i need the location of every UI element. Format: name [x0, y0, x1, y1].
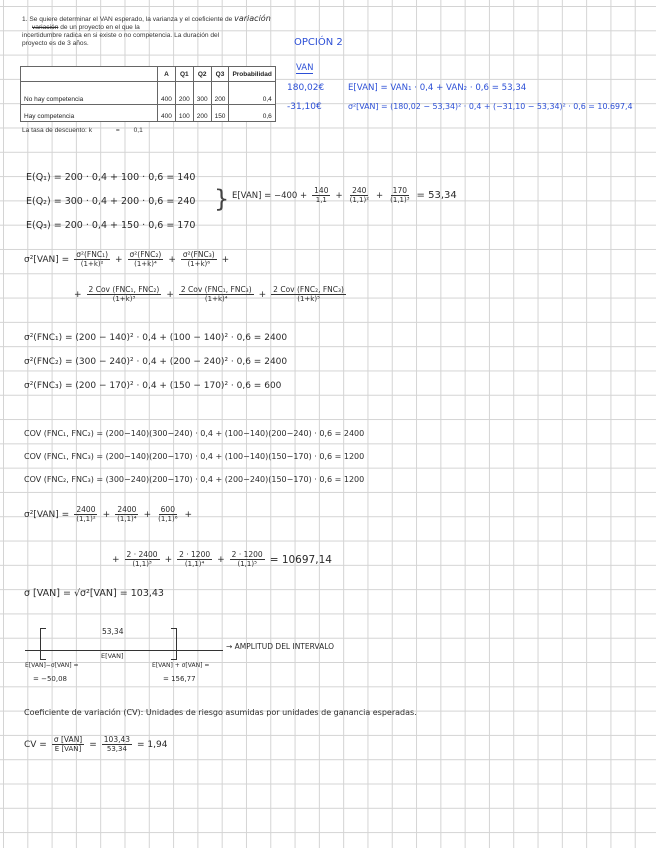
interval-center-label: E[VAN]	[101, 652, 124, 660]
cv-formula: CV = $\frac{\text{σ [VAN]}}{\text{E [VAN]}}$ = $\frac{103,43}{53,34}$ = 1,94	[24, 735, 168, 753]
fraction: $\frac{\text{2 Cov (FNC₁, FNC₃)}}{\text{(1+k)⁴}}$	[180, 285, 252, 303]
interval-center-value: 53,34	[102, 627, 124, 636]
right-brace: }	[214, 185, 230, 213]
table-header-cell: Q2	[193, 67, 211, 82]
table-row	[21, 82, 276, 105]
ev-result: = 53,34	[416, 190, 457, 201]
interval-left-value: = −50,08	[33, 675, 67, 683]
table-cell: 150	[211, 105, 229, 122]
interval-right-label: E[VAN] + σ[VAN] =	[152, 662, 210, 669]
table-header-cell: Q1	[175, 67, 193, 82]
table-row	[21, 105, 276, 122]
option-title: OPCIÓN 2	[294, 37, 343, 48]
interval-right-bracket	[176, 628, 177, 660]
expected-q1: E(Q₁) = 200 · 0,4 + 100 · 0,6 = 140	[26, 172, 196, 183]
variance-lhs: σ²[VAN] =	[24, 254, 70, 265]
variance-result: = 10697,14	[269, 553, 332, 566]
sigma-fnc2: σ²(FNC₂) = (300 − 240)² · 0,4 + (200 − 240)² · 0,6 = 2400	[24, 357, 288, 367]
sigma-fnc3: σ²(FNC₃) = (200 − 170)² · 0,4 + (150 − 170)² · 0,6 = 600	[24, 381, 282, 391]
cv-definition: Coeficiente de variación (CV): Unidades de riesgo asumidas por unidades de ganancia esperadas.	[24, 708, 417, 717]
discount-rate	[22, 127, 143, 135]
fraction: $\frac{\text{σ²(FNC₃)}}{\text{(1+k)⁶}}$	[182, 250, 215, 268]
fraction: $\frac{\text{2 Cov (FNC₁, FNC₂)}}{\text{(1+k)³}}$	[88, 285, 160, 303]
table-cell: 400	[158, 82, 176, 105]
table-header-row	[21, 67, 276, 82]
fraction: $\frac{600}{\text{(1,1)⁶}}$	[158, 505, 178, 523]
table-cell: 0,6	[229, 105, 275, 122]
table-cell: 300	[193, 82, 211, 105]
interval-baseline	[25, 650, 223, 651]
discount-label: La tasa de descuento: k	[22, 127, 93, 134]
table-header-cell: A	[158, 67, 176, 82]
discount-value: 0,1	[133, 127, 143, 134]
fraction: $\frac{\text{σ²(FNC₂)}}{\text{(1+k)⁴}}$	[129, 250, 162, 268]
fraction: $\frac{\text{σ²(FNC₁)}}{\text{(1+k)²}}$	[76, 250, 108, 268]
struck-word: variación	[32, 24, 59, 31]
table-header-cell: Probabilidad	[229, 67, 275, 82]
table-header-cell: Q3	[211, 67, 229, 82]
fraction: $\frac{2 \cdot 1200}{\text{(1,1)⁴}}$	[179, 550, 211, 568]
cv-result: = 1,94	[137, 739, 168, 750]
problem-number: 1.	[22, 16, 28, 23]
table-cell: 200	[211, 82, 229, 105]
van-value-1: 180,02€	[287, 83, 325, 93]
option-variance: σ²[VAN] = (180,02 − 53,34)² · 0,4 + (−31,10 − 53,34)² · 0,6 = 10.697,4	[348, 102, 633, 111]
interval-left-bracket-bottom	[40, 659, 46, 660]
fraction: $\frac{103,43}{53,34}$	[103, 735, 131, 753]
data-table	[20, 66, 276, 122]
table-cell: 200	[175, 82, 193, 105]
expected-van-formula: E[VAN] = −400 + $\frac{140}{1,1}$ + $\frac{240}{\text{(1,1)²}}$ + $\frac{170}{\text{(1,1)³}}$ = 53,34	[232, 186, 457, 204]
variance-calc-line2: + $\frac{2 \cdot 2400}{\text{(1,1)³}}$ + $\frac{2 \cdot 1200}{\text{(1,1)⁴}}$ + $\frac{2 \cdot 1200}{\text{(1,1)⁵}}$ = 10697,14	[112, 550, 332, 568]
variance-formula-line2: + $\frac{\text{2 Cov (FNC₁, FNC₂)}}{\text{(1+k)³}}$ + $\frac{\text{2 Cov (FNC₁, FNC₃)}}{\text{(1+k)⁴}}$ + $\frac{\text{2 Cov (FNC₂, FNC₃)}}{\text{(1+k)⁵}}$	[74, 285, 344, 303]
option-expected-van: E[VAN] = VAN₁ · 0,4 + VAN₂ · 0,6 = 53,34	[348, 83, 527, 93]
expected-q2: E(Q₂) = 300 · 0,4 + 200 · 0,6 = 240	[26, 196, 196, 207]
cv-lhs: CV =	[24, 739, 47, 750]
handwritten-correction: variación	[234, 14, 271, 23]
fraction: $\frac{2 \cdot 2400}{\text{(1,1)³}}$	[126, 550, 158, 568]
problem-line-4: proyecto es de 3 años.	[22, 40, 89, 47]
interval-right-bracket-top	[171, 628, 177, 629]
fraction: $\frac{2400}{\text{(1,1)²}}$	[76, 505, 96, 523]
fraction: $\frac{170}{\text{(1,1)³}}$	[390, 186, 410, 204]
table-cell: Hay competencia	[21, 105, 158, 122]
interval-left-bracket-top	[40, 628, 46, 629]
fraction: $\frac{2 \cdot 1200}{\text{(1,1)⁵}}$	[231, 550, 263, 568]
fraction: $\frac{2400}{\text{(1,1)⁴}}$	[117, 505, 137, 523]
van-value-2: -31,10€	[287, 102, 322, 112]
fraction: $\frac{240}{\text{(1,1)²}}$	[349, 186, 370, 204]
variance-formula-line1: σ²[VAN] = $\frac{\text{σ²(FNC₁)}}{\text{(1+k)²}}$ + $\frac{\text{σ²(FNC₂)}}{\text{(1+k)⁴}}$ + $\frac{\text{σ²(FNC₃)}}{\text{(1+k)⁶}}$ +	[24, 250, 230, 268]
table-cell: No hay competencia	[21, 82, 158, 105]
van-heading: VAN	[296, 63, 314, 73]
interval-left-bracket	[40, 628, 41, 660]
fraction: $\frac{\text{σ [VAN]}}{\text{E [VAN]}}$	[53, 735, 83, 753]
table-cell: 400	[158, 105, 176, 122]
table-cell: 100	[175, 105, 193, 122]
table-cell: 0,4	[229, 82, 275, 105]
standard-deviation: σ [VAN] = √σ²[VAN] = 103,43	[24, 588, 164, 599]
variance-calc-line1: σ²[VAN] = $\frac{2400}{\text{(1,1)²}}$ + $\frac{2400}{\text{(1,1)⁴}}$ + $\frac{600}{\text{(1,1)⁶}}$ +	[24, 505, 193, 523]
problem-statement	[22, 15, 271, 48]
ev-left: E[VAN] = −400 +	[232, 190, 308, 201]
fraction: $\frac{140}{1,1}$	[314, 186, 329, 204]
table-header-cell	[21, 67, 158, 82]
problem-line-1: Se quiere determinar el VAN esperado, la varianza y el coeficiente de	[29, 16, 233, 23]
interval-amplitude-label: → AMPLITUD DEL INTERVALO	[226, 642, 335, 651]
cov-13: COV (FNC₁, FNC₃) = (200−140)(200−170) · 0,4 + (100−140)(150−170) · 0,6 = 1200	[24, 452, 365, 461]
table-cell: 200	[193, 105, 211, 122]
problem-line-2: de un proyecto en el que la	[60, 24, 140, 31]
sigma-fnc1: σ²(FNC₁) = (200 − 140)² · 0,4 + (100 − 140)² · 0,6 = 2400	[24, 333, 288, 343]
expected-q3: E(Q₃) = 200 · 0,4 + 150 · 0,6 = 170	[26, 220, 196, 231]
interval-right-bracket-bottom	[171, 659, 177, 660]
cov-12: COV (FNC₁, FNC₂) = (200−140)(300−240) · 0,4 + (100−140)(200−240) · 0,6 = 2400	[24, 429, 365, 438]
fraction: $\frac{\text{2 Cov (FNC₂, FNC₃)}}{\text{(1+k)⁵}}$	[273, 285, 344, 303]
discount-eq: =	[115, 127, 120, 134]
problem-line-3: incertidumbre radica en si existe o no competencia. La duración del	[22, 32, 220, 39]
variance-calc-lhs: σ²[VAN] =	[24, 509, 70, 520]
cov-23: COV (FNC₂, FNC₃) = (300−240)(200−170) · 0,4 + (200−240)(150−170) · 0,6 = 1200	[24, 475, 365, 484]
interval-left-label: E[VAN]−σ[VAN] =	[25, 662, 79, 669]
interval-right-value: = 156,77	[163, 675, 196, 683]
